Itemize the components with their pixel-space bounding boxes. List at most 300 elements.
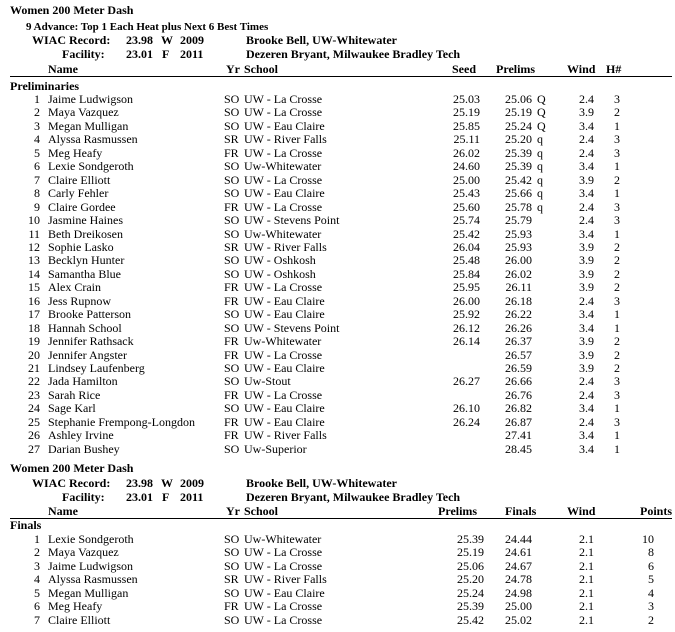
wind: 2.1	[579, 599, 594, 614]
heat-number: 1	[614, 118, 620, 133]
school: UW - River Falls	[244, 132, 327, 147]
athlete-name: Carly Fehler	[48, 186, 109, 201]
final-time: 24.67	[505, 558, 532, 573]
seed-time: 26.24	[453, 414, 480, 429]
prelim-time: 25.66	[505, 186, 532, 201]
record-year: 2009	[180, 33, 204, 47]
place: 10	[28, 213, 40, 228]
wind: 2.4	[579, 213, 594, 228]
wind: 3.4	[579, 186, 594, 201]
school: UW - Oshkosh	[244, 253, 316, 268]
prelim-time: 26.82	[505, 401, 532, 416]
athlete-name: Beth Dreikosen	[48, 226, 123, 241]
prelim-time: 25.39	[457, 532, 484, 546]
wind: 3.9	[579, 172, 594, 187]
table-row	[0, 362, 675, 375]
seed-time: 25.11	[453, 132, 480, 147]
place: 4	[34, 132, 40, 147]
table-row	[0, 546, 675, 559]
school: UW - La Crosse	[244, 545, 323, 560]
wind: 3.9	[579, 361, 594, 375]
prelim-time: 26.22	[505, 307, 532, 322]
prelim-time: 25.06	[505, 92, 532, 106]
athlete-name: Sage Karl	[48, 401, 96, 416]
table-row	[0, 241, 675, 254]
table-row	[0, 573, 675, 586]
prelim-time: 26.66	[505, 374, 532, 389]
wind: 3.4	[579, 226, 594, 241]
table-row	[0, 93, 675, 106]
seed-time: 25.43	[453, 186, 480, 201]
year: SO	[224, 253, 240, 268]
year: SO	[224, 441, 240, 456]
year: SO	[224, 320, 240, 335]
prelim-time: 25.39	[505, 145, 532, 160]
year: SO	[224, 612, 240, 627]
seed-time: 26.04	[453, 239, 480, 254]
place: 11	[28, 226, 40, 241]
athlete-name: Jennifer Rathsack	[48, 334, 134, 349]
heat-number: 2	[614, 266, 620, 281]
place: 1	[34, 532, 40, 546]
table-row	[0, 254, 675, 267]
athlete-name: Jaime Ludwigson	[48, 558, 133, 573]
qualifier-mark: q	[537, 145, 543, 160]
heat-number: 2	[614, 280, 620, 295]
wind: 2.1	[579, 572, 594, 587]
school: UW - La Crosse	[244, 172, 323, 187]
year: SO	[224, 585, 240, 600]
year: SO	[224, 159, 240, 174]
finals-col-header-yr: Yr	[226, 504, 240, 518]
seed-time: 26.27	[453, 374, 480, 389]
place: 5	[34, 585, 40, 600]
col-header-yr: Yr	[226, 62, 240, 76]
finals-event-title: Women 200 Meter Dash	[10, 461, 134, 475]
table-row	[0, 187, 675, 200]
prelim-time: 26.76	[505, 387, 532, 402]
year: SR	[224, 239, 239, 254]
seed-time: 26.10	[453, 401, 480, 416]
heat-number: 1	[614, 159, 620, 174]
place: 6	[34, 159, 40, 174]
heat-number: 3	[614, 213, 620, 228]
athlete-name: Alyssa Rasmussen	[48, 132, 138, 147]
school: Uw-Whitewater	[244, 226, 322, 241]
school: UW - La Crosse	[244, 145, 323, 160]
school: UW - La Crosse	[244, 347, 323, 362]
prelim-time: 26.18	[505, 293, 532, 308]
points: 4	[648, 585, 654, 600]
prelim-time: 27.41	[505, 428, 532, 443]
athlete-name: Megan Mulligan	[48, 118, 129, 133]
year: FR	[224, 145, 239, 160]
table-row	[0, 281, 675, 294]
table-row	[0, 295, 675, 308]
heat-number: 2	[614, 334, 620, 349]
place: 18	[28, 320, 40, 335]
wind: 3.9	[579, 334, 594, 349]
heat-number: 2	[614, 172, 620, 187]
athlete-name: Becklyn Hunter	[48, 253, 125, 268]
year: SO	[224, 307, 240, 322]
year: FR	[224, 347, 239, 362]
year: SO	[224, 401, 240, 416]
year: SO	[224, 172, 240, 187]
points: 6	[648, 558, 654, 573]
qualifier-mark: Q	[537, 118, 546, 133]
wind: 2.4	[579, 132, 594, 147]
facility-holder: Dezeren Bryant, Milwaukee Bradley Tech	[246, 47, 461, 61]
col-header-school: School	[244, 62, 279, 76]
wind: 2.1	[579, 545, 594, 560]
place: 7	[34, 172, 40, 187]
place: 14	[28, 266, 40, 281]
year: FR	[224, 599, 239, 614]
table-row	[0, 349, 675, 362]
seed-time: 25.48	[453, 253, 480, 268]
athlete-name: Lexie Sondgeroth	[48, 532, 134, 546]
points: 3	[648, 599, 654, 614]
table-row	[0, 160, 675, 173]
athlete-name: Stephanie Frempong-Longdon	[48, 414, 195, 429]
year: FR	[224, 199, 239, 214]
place: 21	[28, 361, 40, 375]
school: UW - River Falls	[244, 239, 327, 254]
table-row	[0, 402, 675, 415]
athlete-name: Jess Rupnow	[48, 293, 112, 308]
finals-col-header-school: School	[244, 504, 279, 518]
seed-time: 26.02	[453, 145, 480, 160]
prelim-time: 25.42	[505, 172, 532, 187]
prelim-time: 25.24	[505, 118, 532, 133]
table-row	[0, 375, 675, 388]
final-time: 24.78	[505, 572, 532, 587]
heat-number: 1	[614, 320, 620, 335]
finals-record-year: 2009	[180, 476, 204, 490]
seed-time: 25.19	[453, 105, 480, 120]
table-row	[0, 106, 675, 119]
heat-number: 1	[614, 428, 620, 443]
final-time: 24.44	[505, 532, 532, 546]
wind: 3.9	[579, 266, 594, 281]
qualifier-mark: Q	[537, 92, 546, 106]
wind: 2.1	[579, 612, 594, 627]
school: UW - La Crosse	[244, 558, 323, 573]
place: 23	[28, 387, 40, 402]
prelim-time: 26.02	[505, 266, 532, 281]
points: 8	[648, 545, 654, 560]
athlete-name: Jennifer Angster	[48, 347, 127, 362]
qualifier-mark: Q	[537, 105, 546, 120]
school: Uw-Whitewater	[244, 159, 322, 174]
year: FR	[224, 280, 239, 295]
table-row	[0, 335, 675, 348]
table-row	[0, 120, 675, 133]
seed-time: 25.95	[453, 280, 480, 295]
place: 12	[28, 239, 40, 254]
year: SO	[224, 105, 240, 120]
col-header-wind: Wind	[567, 62, 596, 76]
school: Uw-Whitewater	[244, 532, 322, 546]
place: 26	[28, 428, 40, 443]
school: UW - Eau Claire	[244, 361, 325, 375]
school: UW - Eau Claire	[244, 307, 325, 322]
section-label: Preliminaries	[10, 79, 80, 93]
place: 24	[28, 401, 40, 416]
wind: 2.1	[579, 585, 594, 600]
place: 15	[28, 280, 40, 295]
school: UW - River Falls	[244, 428, 327, 443]
finals-col-header-name: Name	[48, 504, 78, 518]
points: 5	[648, 572, 654, 587]
wind: 2.4	[579, 293, 594, 308]
prelim-time: 26.87	[505, 414, 532, 429]
athlete-name: Meg Heafy	[48, 599, 103, 614]
table-row	[0, 587, 675, 600]
wind: 3.4	[579, 320, 594, 335]
athlete-name: Claire Gordee	[48, 199, 116, 214]
athlete-name: Hannah School	[48, 320, 122, 335]
year: SO	[224, 186, 240, 201]
seed-time: 25.60	[453, 199, 480, 214]
finals-header-divider	[10, 518, 672, 519]
wind: 3.4	[579, 159, 594, 174]
place: 3	[34, 118, 40, 133]
seed-time: 24.60	[453, 159, 480, 174]
wind: 2.4	[579, 199, 594, 214]
heat-number: 2	[614, 105, 620, 120]
wind: 3.4	[579, 307, 594, 322]
athlete-name: Claire Elliott	[48, 172, 111, 187]
qualifier-mark: q	[537, 159, 543, 174]
place: 27	[28, 441, 40, 456]
finals-facility-label: Facility:	[62, 490, 105, 504]
facility-code: F	[162, 47, 170, 61]
table-row	[0, 133, 675, 146]
prelim-time: 28.45	[505, 441, 532, 456]
prelim-time: 25.79	[505, 213, 532, 228]
record-label: WIAC Record:	[32, 33, 111, 47]
prelim-time: 25.78	[505, 199, 532, 214]
record-holder: Brooke Bell, UW-Whitewater	[246, 33, 397, 47]
school: UW - Eau Claire	[244, 401, 325, 416]
athlete-name: Ashley Irvine	[48, 428, 114, 443]
prelim-time: 25.39	[457, 599, 484, 614]
facility-time: 23.01	[126, 47, 153, 61]
place: 19	[28, 334, 40, 349]
school: UW - La Crosse	[244, 280, 323, 295]
heat-number: 1	[614, 307, 620, 322]
athlete-name: Alex Crain	[48, 280, 101, 295]
athlete-name: Samantha Blue	[48, 266, 121, 281]
athlete-name: Brooke Patterson	[48, 307, 131, 322]
wind: 3.9	[579, 347, 594, 362]
seed-time: 25.03	[453, 92, 480, 106]
year: SO	[224, 266, 240, 281]
qualifier-mark: q	[537, 186, 543, 201]
prelim-time: 25.06	[457, 558, 484, 573]
qualifier-mark: q	[537, 199, 543, 214]
wind: 3.9	[579, 280, 594, 295]
heat-number: 3	[614, 387, 620, 402]
seed-time: 25.00	[453, 172, 480, 187]
year: SR	[224, 132, 239, 147]
school: UW - La Crosse	[244, 599, 323, 614]
heat-number: 1	[614, 441, 620, 456]
school: UW - Eau Claire	[244, 186, 325, 201]
finals-record-holder: Brooke Bell, UW-Whitewater	[246, 476, 397, 490]
finals-facility-code: F	[162, 490, 170, 504]
prelim-time: 25.42	[457, 612, 484, 627]
seed-time: 25.74	[453, 213, 480, 228]
year: SO	[224, 118, 240, 133]
wind: 2.4	[579, 145, 594, 160]
prelim-time: 25.93	[505, 239, 532, 254]
table-row	[0, 214, 675, 227]
athlete-name: Jasmine Haines	[48, 213, 123, 228]
table-row	[0, 614, 675, 627]
prelim-time: 26.00	[505, 253, 532, 268]
place: 3	[34, 558, 40, 573]
place: 2	[34, 545, 40, 560]
place: 8	[34, 186, 40, 201]
prelim-time: 25.39	[505, 159, 532, 174]
athlete-name: Sarah Rice	[48, 387, 101, 402]
prelim-time: 25.24	[457, 585, 484, 600]
year: FR	[224, 428, 239, 443]
school: UW - Eau Claire	[244, 293, 325, 308]
year: SO	[224, 558, 240, 573]
year: SO	[224, 374, 240, 389]
school: UW - Eau Claire	[244, 414, 325, 429]
prelim-time: 25.19	[505, 105, 532, 120]
school: UW - La Crosse	[244, 105, 323, 120]
wind: 2.4	[579, 92, 594, 106]
event-title: Women 200 Meter Dash	[10, 3, 134, 17]
year: FR	[224, 334, 239, 349]
table-row	[0, 201, 675, 214]
finals-facility-time: 23.01	[126, 490, 153, 504]
table-row	[0, 416, 675, 429]
wind: 2.4	[579, 387, 594, 402]
final-time: 24.61	[505, 545, 532, 560]
facility-label: Facility:	[62, 47, 105, 61]
table-row	[0, 147, 675, 160]
col-header-heat: H#	[606, 62, 622, 76]
year: SO	[224, 532, 240, 546]
qualifier-mark: q	[537, 172, 543, 187]
table-row	[0, 600, 675, 613]
school: Uw-Whitewater	[244, 334, 322, 349]
prelim-time: 26.37	[505, 334, 532, 349]
finals-record-code: W	[161, 476, 173, 490]
table-row	[0, 560, 675, 573]
heat-number: 3	[614, 374, 620, 389]
place: 4	[34, 572, 40, 587]
final-time: 25.00	[505, 599, 532, 614]
place: 9	[34, 199, 40, 214]
wind: 3.9	[579, 239, 594, 254]
prelim-time: 25.20	[457, 572, 484, 587]
heat-number: 3	[614, 145, 620, 160]
wind: 3.4	[579, 428, 594, 443]
wind: 3.9	[579, 105, 594, 120]
prelim-time: 26.59	[505, 361, 532, 375]
finals-record-label: WIAC Record:	[32, 476, 111, 490]
table-row	[0, 228, 675, 241]
year: SO	[224, 545, 240, 560]
athlete-name: Megan Mulligan	[48, 585, 129, 600]
heat-number: 3	[614, 132, 620, 147]
prelim-time: 26.26	[505, 320, 532, 335]
heat-number: 3	[614, 414, 620, 429]
table-row	[0, 174, 675, 187]
prelim-time: 26.11	[505, 280, 532, 295]
finals-col-header-points: Points	[640, 504, 673, 518]
year: SO	[224, 92, 240, 106]
place: 6	[34, 599, 40, 614]
final-time: 25.02	[505, 612, 532, 627]
qualifier-mark: q	[537, 132, 543, 147]
heat-number: 3	[614, 92, 620, 106]
athlete-name: Lindsey Laufenberg	[48, 361, 145, 375]
table-row	[0, 308, 675, 321]
finals-section-label: Finals	[10, 518, 42, 532]
seed-time: 25.92	[453, 307, 480, 322]
athlete-name: Sophie Lasko	[48, 239, 114, 254]
prelim-time: 25.93	[505, 226, 532, 241]
heat-number: 1	[614, 401, 620, 416]
heat-number: 1	[614, 186, 620, 201]
school: UW - River Falls	[244, 572, 327, 587]
year: FR	[224, 293, 239, 308]
year: SO	[224, 213, 240, 228]
place: 7	[34, 612, 40, 627]
heat-number: 3	[614, 293, 620, 308]
heat-number: 2	[614, 347, 620, 362]
athlete-name: Meg Heafy	[48, 145, 103, 160]
place: 22	[28, 374, 40, 389]
place: 16	[28, 293, 40, 308]
col-header-prelims: Prelims	[496, 62, 536, 76]
year: FR	[224, 387, 239, 402]
wind: 3.9	[579, 253, 594, 268]
finals-facility-year: 2011	[180, 490, 204, 504]
heat-number: 2	[614, 239, 620, 254]
place: 20	[28, 347, 40, 362]
wind: 3.4	[579, 441, 594, 456]
record-code: W	[161, 33, 173, 47]
school: UW - La Crosse	[244, 387, 323, 402]
facility-year: 2011	[180, 47, 204, 61]
final-time: 24.98	[505, 585, 532, 600]
wind: 2.1	[579, 532, 594, 546]
table-row	[0, 429, 675, 442]
athlete-name: Darian Bushey	[48, 441, 120, 456]
wind: 2.4	[579, 414, 594, 429]
athlete-name: Maya Vazquez	[48, 545, 119, 560]
year: SO	[224, 226, 240, 241]
school: UW - Eau Claire	[244, 118, 325, 133]
table-row	[0, 268, 675, 281]
seed-time: 25.84	[453, 266, 480, 281]
heat-number: 3	[614, 199, 620, 214]
points: 2	[648, 612, 654, 627]
prelim-time: 26.57	[505, 347, 532, 362]
table-row	[0, 322, 675, 335]
col-header-name: Name	[48, 62, 78, 76]
